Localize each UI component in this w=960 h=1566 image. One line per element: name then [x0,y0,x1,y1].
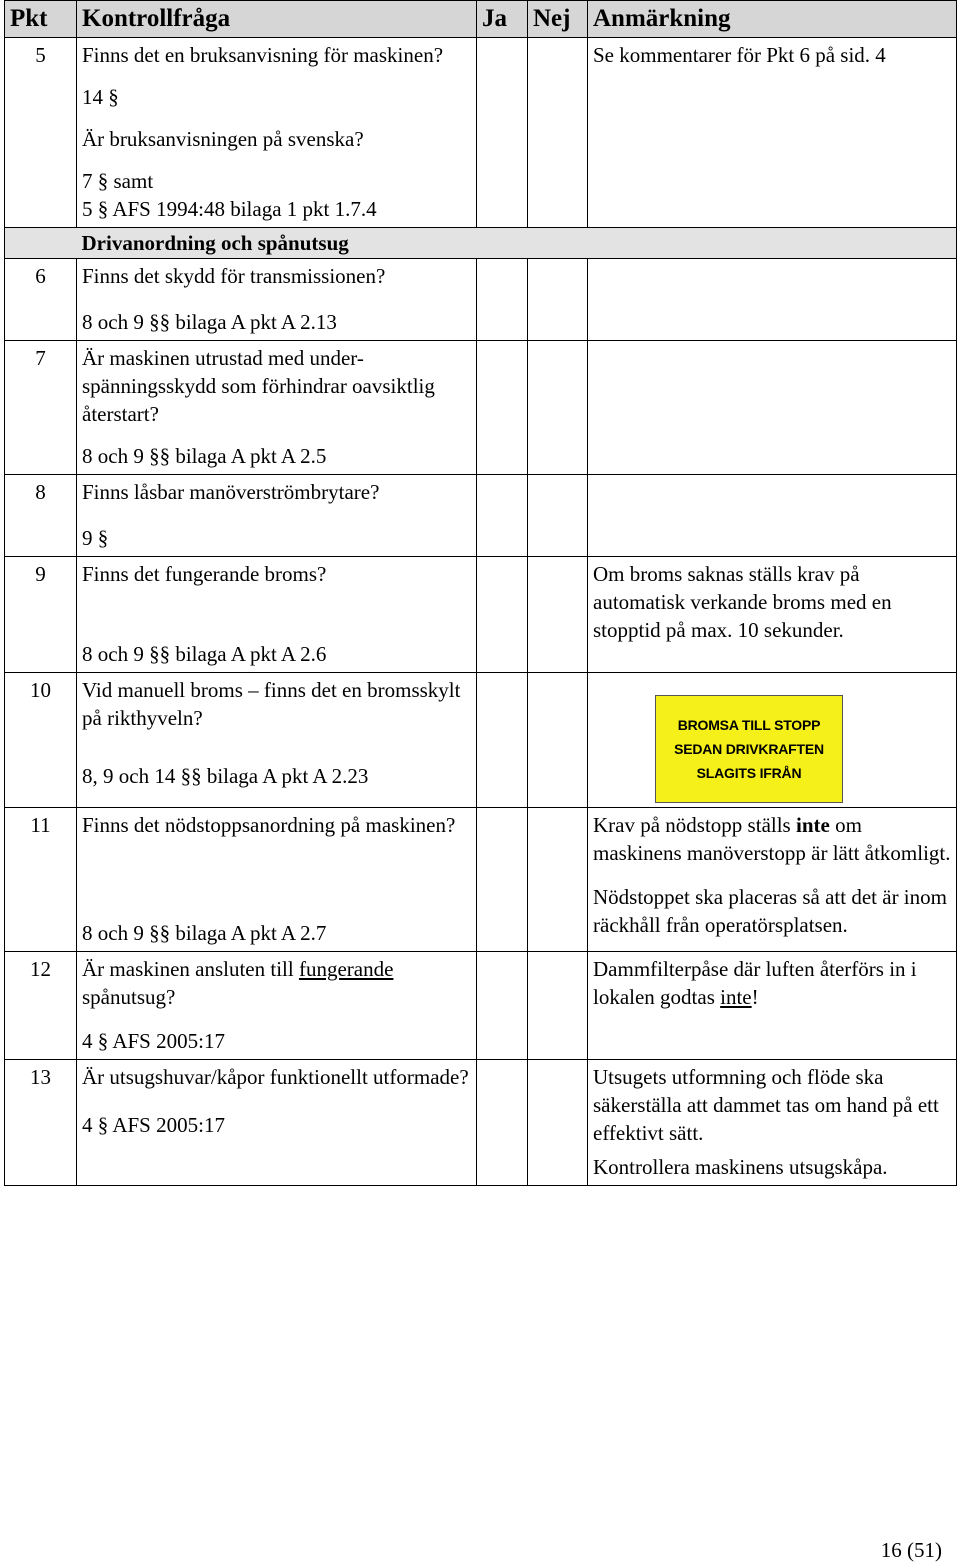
nej-checkbox-cell[interactable] [528,1060,588,1186]
nej-checkbox-cell[interactable] [528,557,588,673]
question-text: Är maskinen utrustad med under-spänningsskydd som förhindrar oavsiktlig återstart? [82,346,435,426]
question-cell [77,38,477,228]
remark-text: Nödstoppet ska placeras så att det är inom räckhåll från operatörsplatsen. [593,885,947,937]
header-pkt: Pkt [5,1,77,38]
question-text: Finns det skydd för transmissionen? [82,264,386,288]
ja-checkbox-cell[interactable] [477,259,528,341]
header-nej: Nej [528,1,588,38]
remark-text: Dammfilterpåse där luften återförs in i lokalen godtas inte! [593,957,917,1009]
row-number: 8 [5,475,77,557]
table-row [5,341,957,475]
legal-reference: 8 och 9 §§ bilaga A pkt A 2.6 [82,642,327,666]
header-question: Kontrollfråga [77,1,477,38]
legal-reference: 9 § [82,526,109,550]
remark-cell [588,952,957,1060]
ja-checkbox-cell[interactable] [477,557,528,673]
remark-text: Se kommentarer för Pkt 6 på sid. 4 [593,43,886,67]
ja-checkbox-cell[interactable] [477,475,528,557]
emphasis-text: inte [795,813,830,837]
question-text: Vid manuell broms – finns det en bromsskylt på rikthyveln? [82,678,461,730]
question-cell [77,1060,477,1186]
ja-checkbox-cell[interactable] [477,341,528,475]
remark-text: Utsugets utformning och flöde ska säkerställa att dammet tas om hand på ett effektivt sätt. [593,1065,939,1145]
legal-reference: 7 § samt [82,169,154,193]
remark-cell [588,673,957,808]
underlined-text: inte [720,985,752,1009]
section-title: Drivanordning och spånutsug [77,228,957,259]
nej-checkbox-cell[interactable] [528,475,588,557]
table-row [5,259,957,341]
header-row [5,1,957,38]
remark-cell [588,475,957,557]
question-cell [77,341,477,475]
nej-checkbox-cell[interactable] [528,808,588,952]
ja-checkbox-cell[interactable] [477,952,528,1060]
row-number: 11 [5,808,77,952]
question-cell [77,259,477,341]
table-row [5,952,957,1060]
section-row [5,228,957,259]
nej-checkbox-cell[interactable] [528,952,588,1060]
brake-warning-sign [655,695,843,803]
table-row [5,1060,957,1186]
table-row [5,557,957,673]
question-text: Är utsugshuvar/kåpor funktionellt utformade? [82,1065,469,1089]
header-ja: Ja [477,1,528,38]
remark-text: Om broms saknas ställs krav på automatisk verkande broms med en stopptid på max. 10 sekunder. [593,562,892,642]
table-row [5,673,957,808]
nej-checkbox-cell[interactable] [528,341,588,475]
remark-cell [588,38,957,228]
question-cell [77,673,477,808]
header-remark: Anmärkning [588,1,957,38]
row-number: 5 [5,38,77,228]
remark-cell [588,808,957,952]
underlined-text: fungerande [298,957,394,981]
question-cell [77,475,477,557]
sign-line: SEDAN DRIVKRAFTEN [674,741,824,757]
legal-reference: 14 § [82,85,119,109]
question-text: Är maskinen ansluten till fungerande spånutsug? [82,957,394,1009]
question-text: Finns det en bruksanvisning för maskinen? [82,43,444,67]
row-number: 13 [5,1060,77,1186]
question-cell [77,808,477,952]
sign-line: SLAGITS IFRÅN [696,765,802,781]
legal-reference: 8 och 9 §§ bilaga A pkt A 2.7 [82,921,327,945]
checklist-table [4,0,957,1186]
table-row [5,808,957,952]
legal-reference: 4 § AFS 2005:17 [82,1113,225,1137]
ja-checkbox-cell[interactable] [477,808,528,952]
remark-text: Kontrollera maskinens utsugskåpa. [593,1155,888,1179]
ja-checkbox-cell[interactable] [477,1060,528,1186]
nej-checkbox-cell[interactable] [528,259,588,341]
question-text: Är bruksanvisningen på svenska? [82,127,364,151]
remark-cell [588,341,957,475]
legal-reference: 8 och 9 §§ bilaga A pkt A 2.5 [82,444,327,468]
row-number: 6 [5,259,77,341]
sign-line: BROMSA TILL STOPP [677,717,821,733]
row-number: 9 [5,557,77,673]
row-number: 12 [5,952,77,1060]
ja-checkbox-cell[interactable] [477,38,528,228]
question-cell [77,557,477,673]
remark-cell [588,557,957,673]
remark-text: Krav på nödstopp ställs inte om maskinens manöverstopp är lätt åtkomligt. [593,813,951,865]
row-number: 10 [5,673,77,808]
row-number: 7 [5,341,77,475]
legal-reference: 5 § AFS 1994:48 bilaga 1 pkt 1.7.4 [82,197,377,221]
legal-reference: 8, 9 och 14 §§ bilaga A pkt A 2.23 [82,764,369,788]
table-row [5,38,957,228]
question-text: Finns låsbar manöverströmbrytare? [82,480,380,504]
table-row [5,475,957,557]
remark-cell [588,1060,957,1186]
question-text: Finns det nödstoppsanordning på maskinen? [82,813,456,837]
page-number: 16 (51) [880,1538,942,1562]
question-cell [77,952,477,1060]
nej-checkbox-cell[interactable] [528,673,588,808]
ja-checkbox-cell[interactable] [477,673,528,808]
question-text: Finns det fungerande broms? [82,562,327,586]
nej-checkbox-cell[interactable] [528,38,588,228]
legal-reference: 8 och 9 §§ bilaga A pkt A 2.13 [82,310,337,334]
remark-cell [588,259,957,341]
legal-reference: 4 § AFS 2005:17 [82,1029,225,1053]
